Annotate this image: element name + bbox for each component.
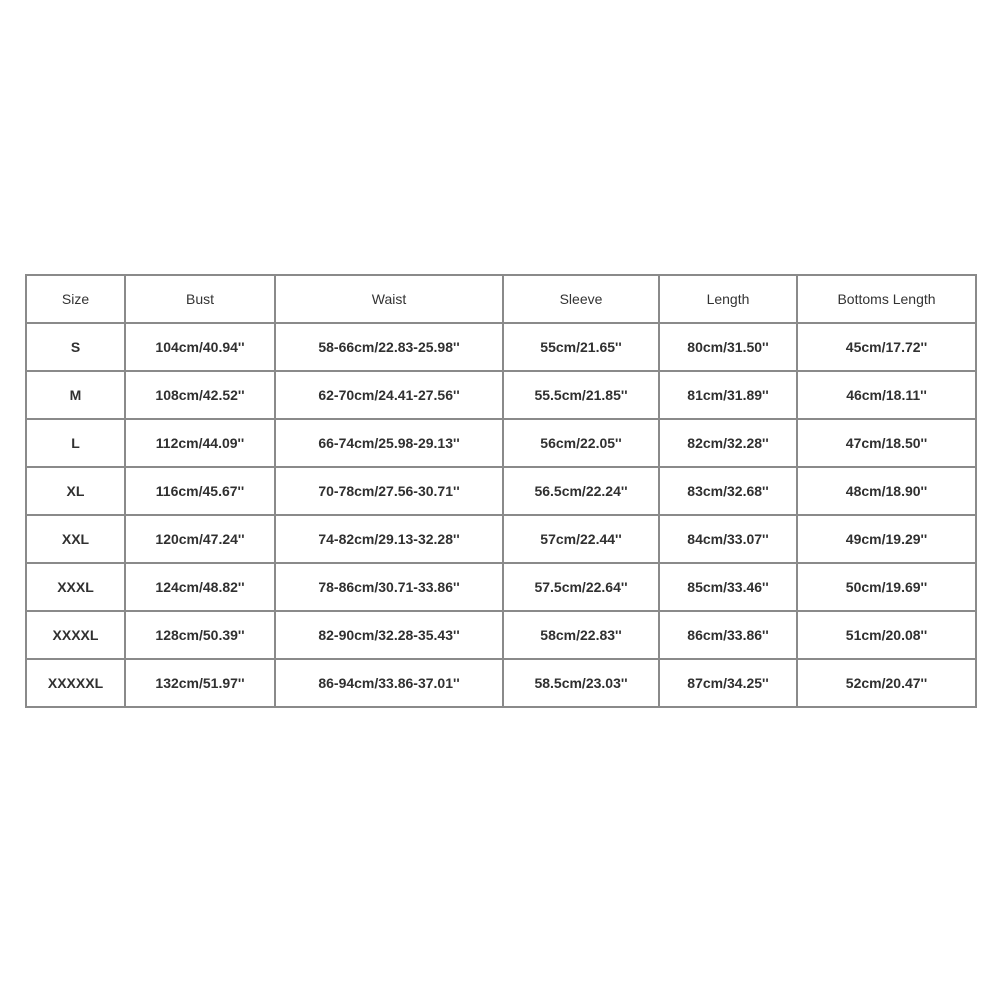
table-row xyxy=(26,419,976,467)
cell-sleeve: 56.5cm/22.24'' xyxy=(503,467,659,515)
cell-sleeve: 55cm/21.65'' xyxy=(503,323,659,371)
cell-size: XL xyxy=(26,467,125,515)
table-row xyxy=(26,515,976,563)
cell-bust: 112cm/44.09'' xyxy=(125,419,275,467)
header-size: Size xyxy=(26,275,125,323)
cell-bottoms-length: 45cm/17.72'' xyxy=(797,323,976,371)
cell-bottoms-length: 50cm/19.69'' xyxy=(797,563,976,611)
cell-waist: 86-94cm/33.86-37.01'' xyxy=(275,659,503,707)
cell-sleeve: 57cm/22.44'' xyxy=(503,515,659,563)
cell-size: XXL xyxy=(26,515,125,563)
header-bottoms-length: Bottoms Length xyxy=(797,275,976,323)
cell-bottoms-length: 49cm/19.29'' xyxy=(797,515,976,563)
cell-waist: 78-86cm/30.71-33.86'' xyxy=(275,563,503,611)
cell-size: M xyxy=(26,371,125,419)
cell-bottoms-length: 46cm/18.11'' xyxy=(797,371,976,419)
cell-bust: 132cm/51.97'' xyxy=(125,659,275,707)
cell-sleeve: 55.5cm/21.85'' xyxy=(503,371,659,419)
cell-length: 81cm/31.89'' xyxy=(659,371,797,419)
table-row xyxy=(26,371,976,419)
table-row xyxy=(26,323,976,371)
cell-waist: 58-66cm/22.83-25.98'' xyxy=(275,323,503,371)
cell-length: 87cm/34.25'' xyxy=(659,659,797,707)
table-row xyxy=(26,611,976,659)
table-row xyxy=(26,467,976,515)
cell-bust: 116cm/45.67'' xyxy=(125,467,275,515)
cell-bust: 104cm/40.94'' xyxy=(125,323,275,371)
cell-length: 80cm/31.50'' xyxy=(659,323,797,371)
cell-waist: 62-70cm/24.41-27.56'' xyxy=(275,371,503,419)
cell-bottoms-length: 52cm/20.47'' xyxy=(797,659,976,707)
cell-bottoms-length: 48cm/18.90'' xyxy=(797,467,976,515)
cell-size: XXXXL xyxy=(26,611,125,659)
size-chart-body xyxy=(26,323,976,707)
cell-sleeve: 57.5cm/22.64'' xyxy=(503,563,659,611)
cell-waist: 70-78cm/27.56-30.71'' xyxy=(275,467,503,515)
cell-bottoms-length: 51cm/20.08'' xyxy=(797,611,976,659)
cell-waist: 66-74cm/25.98-29.13'' xyxy=(275,419,503,467)
cell-sleeve: 58.5cm/23.03'' xyxy=(503,659,659,707)
table-row xyxy=(26,659,976,707)
cell-waist: 74-82cm/29.13-32.28'' xyxy=(275,515,503,563)
cell-waist: 82-90cm/32.28-35.43'' xyxy=(275,611,503,659)
cell-length: 85cm/33.46'' xyxy=(659,563,797,611)
cell-size: S xyxy=(26,323,125,371)
header-row xyxy=(26,275,976,323)
cell-bust: 108cm/42.52'' xyxy=(125,371,275,419)
cell-size: XXXXXL xyxy=(26,659,125,707)
size-chart-table xyxy=(25,274,977,708)
header-sleeve: Sleeve xyxy=(503,275,659,323)
cell-bust: 120cm/47.24'' xyxy=(125,515,275,563)
cell-bust: 128cm/50.39'' xyxy=(125,611,275,659)
header-waist: Waist xyxy=(275,275,503,323)
cell-length: 86cm/33.86'' xyxy=(659,611,797,659)
table-row xyxy=(26,563,976,611)
cell-sleeve: 58cm/22.83'' xyxy=(503,611,659,659)
cell-length: 83cm/32.68'' xyxy=(659,467,797,515)
header-bust: Bust xyxy=(125,275,275,323)
cell-bust: 124cm/48.82'' xyxy=(125,563,275,611)
size-chart-header xyxy=(26,275,976,323)
cell-length: 84cm/33.07'' xyxy=(659,515,797,563)
cell-size: XXXL xyxy=(26,563,125,611)
cell-bottoms-length: 47cm/18.50'' xyxy=(797,419,976,467)
cell-length: 82cm/32.28'' xyxy=(659,419,797,467)
header-length: Length xyxy=(659,275,797,323)
cell-sleeve: 56cm/22.05'' xyxy=(503,419,659,467)
cell-size: L xyxy=(26,419,125,467)
